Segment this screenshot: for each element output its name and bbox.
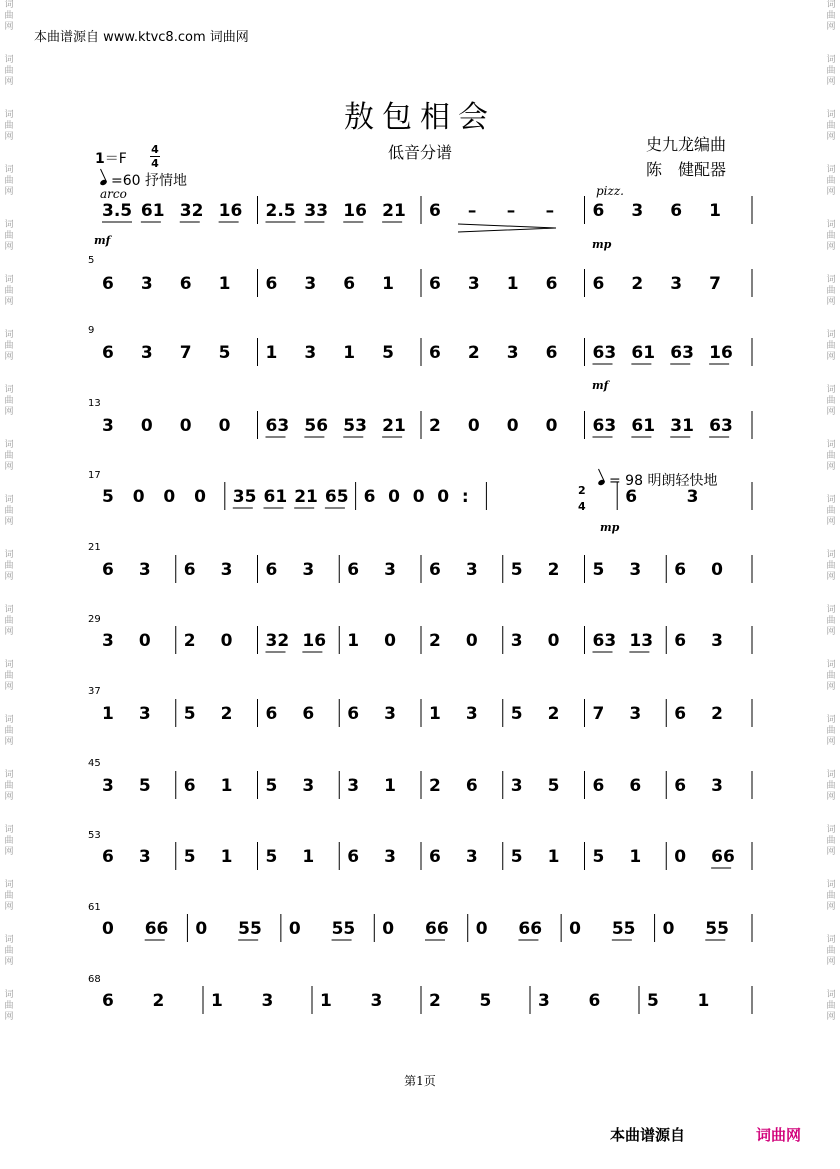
note: 0 (662, 919, 675, 939)
note: 16 (218, 201, 243, 221)
measure-number: 53 (88, 830, 101, 841)
note: : (461, 487, 469, 507)
note: 0 (288, 919, 301, 939)
note: 3 (140, 343, 153, 363)
note: 5 (592, 847, 605, 867)
dynamic-mf: mf (94, 234, 111, 247)
ts-bottom: 4 (151, 157, 159, 170)
note: 0 (465, 631, 478, 651)
measure-number: 61 (88, 902, 101, 913)
note: 3 (686, 487, 699, 507)
note: 0 (102, 919, 114, 939)
note: 61 (631, 343, 656, 363)
note: 63 (592, 631, 617, 651)
note: 55 (611, 919, 636, 939)
note: 3 (138, 847, 151, 867)
note: 6 (363, 487, 376, 507)
note: 33 (304, 201, 329, 221)
ts2-top: 2 (578, 484, 586, 497)
arco-marking: arco (100, 187, 127, 201)
note: 1 (697, 991, 710, 1011)
measure-number: 5 (88, 255, 95, 266)
note: 3 (302, 560, 315, 580)
note: 0 (194, 487, 206, 507)
note: 6 (592, 274, 605, 294)
note: 6 (429, 201, 441, 221)
note: 55 (331, 919, 356, 939)
note: 0 (545, 416, 558, 436)
note: 66 (711, 847, 735, 867)
dynamic-mp-2: mp (600, 521, 620, 534)
measure-number: 37 (88, 686, 101, 697)
note: 5 (510, 704, 523, 724)
note: 0 (388, 487, 401, 507)
note: 1 (320, 991, 332, 1011)
side-watermark-right: 词 曲 网 词 曲 网 词 曲 网 词 曲 网 词 曲 网 词 曲 网 词 曲 网 词 曲 网 词 曲 网 词 曲 网 词 曲 网 词 曲 网 词 曲 网 词 曲 网 词 曲 网 词 曲 网 词 曲 网 词 曲 网 词 曲 网 (826, 0, 836, 1022)
note: 1 (211, 991, 223, 1011)
note: 0 (195, 919, 208, 939)
note: 1 (218, 274, 231, 294)
note: 63 (592, 416, 617, 436)
note: 3 (347, 776, 360, 796)
note: 3 (506, 343, 519, 363)
note: 6 (429, 274, 441, 294)
note: – (467, 201, 477, 221)
note: 7 (592, 704, 605, 724)
note: 3 (220, 560, 233, 580)
note: 6 (343, 274, 356, 294)
side-watermark-left: 词 曲 网 词 曲 网 词 曲 网 词 曲 网 词 曲 网 词 曲 网 词 曲 网 词 曲 网 词 曲 网 词 曲 网 词 曲 网 词 曲 网 词 曲 网 词 曲 网 词 曲 网 词 曲 网 词 曲 网 词 曲 网 词 曲 网 (4, 0, 14, 1022)
note: – (545, 201, 555, 221)
pizz-marking: pizz. (596, 184, 624, 198)
tempo-value: =60 (111, 173, 141, 189)
note: 0 (467, 416, 480, 436)
note: 6 (429, 343, 441, 363)
measure-number: 29 (88, 614, 101, 625)
note: 0 (674, 847, 687, 867)
note: 1 (302, 847, 315, 867)
note: 2 (467, 343, 480, 363)
note: 1 (382, 274, 394, 294)
note: 1 (343, 343, 356, 363)
note: 6 (265, 274, 278, 294)
note: 6 (265, 560, 278, 580)
note: 2 (429, 416, 441, 436)
note: 3 (631, 201, 644, 221)
note: 21 (382, 201, 406, 221)
note: 1 (629, 847, 642, 867)
note: 2 (220, 704, 233, 724)
note: 5 (102, 487, 114, 507)
note: 6 (102, 991, 114, 1011)
ts-top: 4 (151, 143, 159, 156)
note: 16 (709, 343, 733, 363)
note: 1 (384, 776, 396, 796)
note: 1 (347, 631, 360, 651)
note: 2 (429, 631, 441, 651)
note: 3 (465, 704, 478, 724)
footer-source: 本曲谱源自 (610, 1126, 686, 1144)
note: 1 (709, 201, 721, 221)
note: 3 (467, 274, 480, 294)
measure-number: 68 (88, 974, 101, 985)
note: 0 (163, 487, 176, 507)
note: 7 (709, 274, 721, 294)
note: 63 (670, 343, 694, 363)
note: 5 (265, 776, 278, 796)
measure-number: 17 (88, 470, 101, 481)
note: 53 (343, 416, 367, 436)
note: 0 (140, 416, 153, 436)
page-title: 敖包相会 (344, 100, 496, 135)
note: 66 (518, 919, 543, 939)
note: 61 (263, 487, 288, 507)
note: – (506, 201, 516, 221)
note: 2 (547, 560, 560, 580)
note: 6 (102, 847, 114, 867)
note: 2 (631, 274, 644, 294)
note: 3 (384, 704, 396, 724)
note: 5 (138, 776, 151, 796)
note: 3 (138, 560, 151, 580)
note: 2 (711, 704, 723, 724)
note: 1 (429, 704, 441, 724)
note: 31 (670, 416, 694, 436)
note: 5 (183, 847, 196, 867)
note: 5 (510, 847, 523, 867)
note: 61 (140, 201, 165, 221)
note: 3 (510, 631, 523, 651)
note: 3 (538, 991, 550, 1011)
note: 1 (102, 704, 114, 724)
note: 0 (218, 416, 231, 436)
note: 3 (140, 274, 153, 294)
note: 3 (304, 274, 317, 294)
note: 5 (218, 343, 231, 363)
note: 7 (179, 343, 192, 363)
dynamic-mf-2: mf (592, 379, 609, 392)
note: 16 (302, 631, 327, 651)
source-note: 本曲谱源自 www.ktvc8.com 词曲网 (34, 30, 249, 45)
note: 3 (384, 560, 396, 580)
note: 3 (370, 991, 383, 1011)
page-number: 第1页 (404, 1074, 436, 1088)
note: 1 (220, 847, 233, 867)
note: 21 (294, 487, 318, 507)
note: 66 (425, 919, 449, 939)
note: 5 (647, 991, 659, 1011)
note: 6 (674, 631, 687, 651)
note: 2 (547, 704, 560, 724)
dynamic-mp: mp (592, 238, 612, 251)
note: 3.5 (102, 201, 133, 221)
note: 63 (709, 416, 733, 436)
note: 0 (412, 487, 425, 507)
note: 5 (547, 776, 560, 796)
note: 3 (711, 776, 723, 796)
note: 6 (302, 704, 315, 724)
note: 6 (102, 343, 114, 363)
note: 0 (138, 631, 151, 651)
note: 5 (592, 560, 605, 580)
note: 61 (631, 416, 656, 436)
ts2-bottom: 4 (578, 500, 586, 513)
note: 2 (152, 991, 165, 1011)
note: 0 (506, 416, 519, 436)
note: 6 (674, 776, 687, 796)
note: 65 (324, 487, 349, 507)
note: 1 (220, 776, 233, 796)
note: 3 (304, 343, 317, 363)
measure-number: 9 (88, 325, 95, 336)
note: 1 (506, 274, 519, 294)
note: 3 (102, 776, 114, 796)
note: 0 (569, 919, 581, 939)
note: 6 (465, 776, 478, 796)
note: 63 (592, 343, 617, 363)
note: 6 (183, 776, 196, 796)
note: 6 (102, 560, 114, 580)
note: 3 (138, 704, 151, 724)
note: 6 (347, 560, 360, 580)
note: 21 (382, 416, 406, 436)
note: 5 (510, 560, 523, 580)
note: 6 (183, 560, 196, 580)
note: 2 (429, 776, 441, 796)
note: 6 (670, 201, 683, 221)
decrescendo-hairpin (458, 224, 556, 232)
note: 55 (705, 919, 729, 939)
note: 0 (220, 631, 233, 651)
note: 0 (475, 919, 488, 939)
note: 3 (670, 274, 683, 294)
note: 6 (265, 704, 278, 724)
note: 55 (238, 919, 262, 939)
note: 3 (629, 560, 642, 580)
note: 6 (102, 274, 114, 294)
note: 0 (547, 631, 560, 651)
tempo-mark: 抒情地 (145, 173, 187, 189)
note: 63 (265, 416, 290, 436)
note: 3 (629, 704, 642, 724)
note: 3 (102, 631, 114, 651)
note: 3 (261, 991, 274, 1011)
tempo2-value: = 98 (609, 473, 643, 489)
footer-site: 词曲网 (756, 1126, 802, 1144)
key-label: ＝F (104, 151, 127, 167)
tempo2-mark: 明朗轻快地 (647, 473, 718, 489)
note: 6 (629, 776, 642, 796)
note: 0 (711, 560, 723, 580)
note: 5 (382, 343, 394, 363)
part-subtitle: 低音分谱 (387, 143, 452, 162)
note: 6 (179, 274, 192, 294)
note: 16 (343, 201, 367, 221)
note: 13 (629, 631, 654, 651)
note: 3 (384, 847, 396, 867)
note: 3 (510, 776, 523, 796)
composer-credit: 史九龙编曲 (646, 135, 727, 154)
note: 6 (347, 847, 360, 867)
note: 1 (547, 847, 560, 867)
note: 5 (479, 991, 492, 1011)
key-prefix: 1 (95, 151, 105, 167)
note: 6 (429, 847, 441, 867)
note: 2 (183, 631, 196, 651)
note: 6 (674, 704, 687, 724)
note: 32 (265, 631, 290, 651)
note: 1 (265, 343, 278, 363)
measure-number: 21 (88, 542, 101, 553)
note: 6 (592, 201, 605, 221)
note: 6 (625, 487, 638, 507)
note: 32 (179, 201, 204, 221)
note: 35 (232, 487, 257, 507)
note: 0 (132, 487, 145, 507)
note: 6 (545, 274, 558, 294)
note: 5 (265, 847, 278, 867)
note: 0 (179, 416, 192, 436)
note: 6 (592, 776, 605, 796)
note: 0 (437, 487, 450, 507)
note: 6 (588, 991, 601, 1011)
note: 3 (465, 847, 478, 867)
note: 3 (465, 560, 478, 580)
note: 0 (384, 631, 396, 651)
measure-number: 45 (88, 758, 101, 769)
note: 56 (304, 416, 329, 436)
note: 3 (711, 631, 723, 651)
note: 6 (545, 343, 558, 363)
note: 6 (674, 560, 687, 580)
note: 6 (347, 704, 360, 724)
note: 0 (382, 919, 395, 939)
note: 6 (429, 560, 441, 580)
note: 5 (183, 704, 196, 724)
note: 66 (144, 919, 169, 939)
note: 2 (429, 991, 441, 1011)
arranger-credit: 陈 健配器 (646, 160, 727, 179)
note: 2.5 (265, 201, 296, 221)
note: 3 (102, 416, 114, 436)
note: 3 (302, 776, 315, 796)
measure-number: 13 (88, 398, 101, 409)
